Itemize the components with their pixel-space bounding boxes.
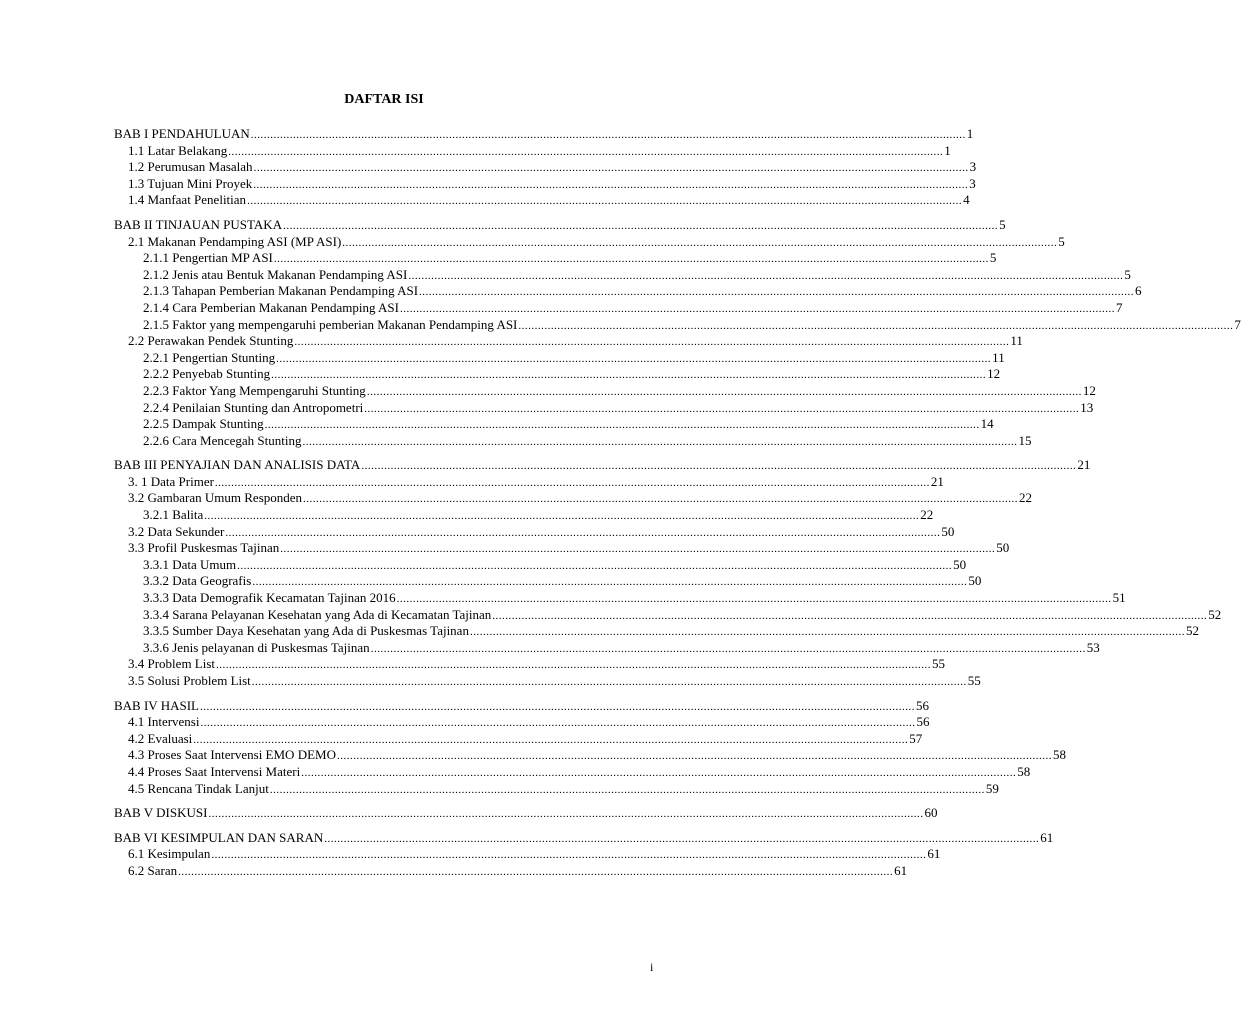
toc-leader-dots: ............................................................................................................................................................................................................................ (276, 352, 992, 365)
toc-leader-dots: ............................................................................................................................................................................................................................ (200, 717, 916, 730)
toc-leader-dots: ............................................................................................................................................................................................................................ (228, 145, 944, 158)
toc-entry (114, 606, 1222, 624)
toc-entry-label: BAB III PENYAJIAN DAN ANALISIS DATA (114, 457, 361, 473)
toc-entry-label: 2.2.1 Pengertian Stunting (143, 349, 276, 365)
toc-leader-dots: ............................................................................................................................................................................................................................ (211, 849, 927, 862)
toc-leader-dots: ............................................................................................................................................................................................................................ (294, 336, 1010, 349)
toc-entry-label: 3.4 Problem List (128, 656, 216, 672)
toc-leader-dots: ............................................................................................................................................................................................................................ (469, 626, 1185, 639)
toc-leader-dots: ............................................................................................................................................................................................................................ (271, 369, 987, 382)
toc-entry-page: 58 (1052, 747, 1066, 763)
toc-entry-label: 6.1 Kesimpulan (128, 846, 211, 862)
toc-entry-label: 2.2.4 Penilaian Stunting dan Antropometri (143, 399, 364, 415)
toc-entry (114, 175, 976, 193)
toc-entry-page: 53 (1086, 639, 1100, 655)
toc-leader-dots: ............................................................................................................................................................................................................................ (361, 460, 1077, 473)
toc-leader-dots: ............................................................................................................................................................................................................................ (178, 865, 894, 878)
toc-leader-dots: ............................................................................................................................................................................................................................ (193, 733, 909, 746)
toc-entry-page: 5 (1058, 233, 1065, 249)
toc-entry (114, 490, 1033, 507)
toc-entry-page: 12 (987, 366, 1001, 382)
toc-entry (114, 673, 981, 690)
toc-entry-label: 2.2.3 Faktor Yang Mempengaruhi Stunting (143, 382, 366, 398)
toc-entry-label: 2.1.5 Faktor yang mempengaruhi pemberian Makanan Pendamping ASI (143, 316, 518, 332)
toc-entry-label: 2.1.2 Jenis atau Bentuk Makanan Pendamping ASI (143, 266, 408, 282)
toc-leader-dots: ............................................................................................................................................................................................................................ (301, 766, 1017, 779)
toc-entry (114, 382, 1096, 400)
toc-entry-page: 56 (916, 697, 929, 713)
toc-leader-dots: ............................................................................................................................................................................................................................ (364, 402, 1080, 415)
toc-entry (114, 399, 1094, 417)
toc-entry (114, 573, 982, 590)
toc-entry (114, 780, 999, 798)
toc-entry-page: 7 (1234, 316, 1241, 332)
toc-entry-page: 5 (1124, 266, 1131, 282)
toc-entry-label: 2.1 Makanan Pendamping ASI (MP ASI) (128, 233, 342, 249)
toc-entry (114, 623, 1199, 640)
toc-entry-page: 55 (967, 673, 981, 688)
toc-entry-label: 4.1 Intervensi (128, 714, 200, 730)
toc-entry-page: 1 (966, 126, 974, 141)
toc-leader-dots: ............................................................................................................................................................................................................................ (303, 493, 1019, 506)
toc-chapter-entry (114, 805, 938, 822)
toc-chapter-entry (114, 457, 1091, 474)
toc-leader-dots: ............................................................................................................................................................................................................................ (247, 195, 963, 208)
toc-entry-label: 2.2.5 Dampak Stunting (143, 416, 264, 432)
toc-entry (114, 349, 1005, 367)
toc-entry-page: 52 (1208, 606, 1222, 622)
table-of-contents (114, 126, 1241, 880)
toc-entry-label: BAB II TINJAUAN PUSTAKA (114, 216, 283, 232)
toc-leader-dots: ............................................................................................................................................................................................................................ (251, 676, 967, 688)
toc-entry-label: 1.1 Latar Belakang (128, 142, 228, 158)
toc-entry (114, 250, 997, 267)
toc-entry-label: 3.5 Solusi Problem List (128, 673, 251, 688)
toc-entry-label: 3.2.1 Balita (143, 507, 204, 523)
toc-entry-label: BAB IV HASIL (114, 697, 199, 713)
toc-chapter-entry (114, 126, 974, 143)
toc-entry (114, 416, 994, 433)
toc-entry-label: BAB I PENDAHULUAN (114, 126, 250, 141)
toc-entry-page: 61 (1040, 829, 1054, 845)
toc-entry (114, 266, 1131, 284)
toc-entry-page: 4 (963, 192, 970, 208)
toc-entry-page: 50 (968, 573, 982, 589)
toc-leader-dots: ............................................................................................................................................................................................................................ (283, 219, 999, 232)
toc-entry-page: 61 (894, 862, 908, 878)
toc-entry-label: 4.4 Proses Saat Intervensi Materi (128, 763, 301, 779)
toc-entry-page: 22 (1019, 490, 1033, 506)
toc-leader-dots: ............................................................................................................................................................................................................................ (336, 750, 1052, 763)
toc-entry-page: 11 (1010, 333, 1023, 349)
toc-entry-label: 4.3 Proses Saat Intervensi EMO DEMO (128, 747, 336, 763)
toc-entry-page: 6 (1135, 283, 1142, 299)
toc-entry-label: 4.5 Rencana Tindak Lanjut (128, 780, 269, 796)
toc-leader-dots: ............................................................................................................................................................................................................................ (250, 129, 966, 141)
toc-entry (114, 159, 977, 176)
toc-entry-label: 3.3.4 Sarana Pelayanan Kesehatan yang Ada di Kecamatan Tajinan (143, 606, 492, 622)
toc-leader-dots: ............................................................................................................................................................................................................................ (370, 642, 1086, 655)
toc-entry-label: 1.4 Manfaat Penelitian (128, 192, 247, 208)
toc-leader-dots: ............................................................................................................................................................................................................................ (302, 435, 1018, 448)
toc-entry-page: 59 (985, 780, 999, 796)
toc-entry (114, 656, 946, 673)
toc-entry-label: 3.3.3 Data Demografik Kecamatan Tajinan 2016 (143, 590, 396, 606)
toc-entry (114, 316, 1241, 334)
toc-entry-label: BAB V DISKUSI (114, 805, 208, 821)
toc-entry-label: 1.3 Tujuan Mini Proyek (128, 175, 253, 191)
toc-entry (114, 283, 1142, 300)
toc-entry-page: 13 (1080, 399, 1094, 415)
toc-leader-dots: ............................................................................................................................................................................................................................ (492, 609, 1208, 622)
toc-entry-page: 3 (969, 159, 977, 175)
toc-entry (114, 540, 1010, 557)
toc-entry-page: 58 (1017, 763, 1031, 779)
toc-entry-label: 6.2 Saran (128, 862, 178, 878)
toc-entry (114, 590, 1126, 607)
toc-entry-page: 11 (992, 349, 1005, 365)
toc-entry-page: 5 (989, 250, 997, 266)
toc-entry-page: 21 (930, 473, 944, 489)
toc-entry (114, 730, 923, 748)
toc-entry-page: 7 (1115, 299, 1123, 315)
toc-leader-dots: ............................................................................................................................................................................................................................ (419, 286, 1135, 299)
toc-entry-label: 3.2 Data Sekunder (128, 523, 225, 539)
toc-leader-dots: ............................................................................................................................................................................................................................ (273, 253, 989, 266)
toc-entry-label: 3.3 Profil Puskesmas Tajinan (128, 540, 280, 556)
toc-chapter-entry (114, 697, 929, 715)
toc-entry-page: 55 (932, 656, 946, 672)
toc-entry (114, 142, 951, 160)
toc-entry-page: 12 (1082, 382, 1096, 398)
toc-leader-dots: ............................................................................................................................................................................................................................ (204, 510, 920, 523)
toc-entry-label: 3. 1 Data Primer (128, 473, 214, 489)
toc-entry (114, 747, 1066, 764)
toc-chapter-entry (114, 216, 1006, 234)
toc-entry-label: 2.1.3 Tahapan Pemberian Makanan Pendamping ASI (143, 283, 419, 299)
toc-entry-page: 60 (924, 805, 938, 821)
toc-leader-dots: ............................................................................................................................................................................................................................ (253, 162, 969, 175)
toc-entry-label: 1.2 Perumusan Masalah (128, 159, 253, 175)
toc-entry (114, 507, 934, 524)
toc-entry-label: 2.2 Perawakan Pendek Stunting (128, 333, 294, 349)
toc-entry (114, 473, 944, 491)
toc-entry (114, 763, 1031, 781)
toc-leader-dots: ............................................................................................................................................................................................................................ (264, 419, 980, 432)
toc-entry-label: 3.2 Gambaran Umum Responden (128, 490, 303, 506)
toc-leader-dots: ............................................................................................................................................................................................................................ (216, 659, 932, 672)
toc-entry-page: 21 (1077, 457, 1091, 473)
toc-entry (114, 192, 970, 209)
toc-entry-page: 57 (909, 730, 923, 746)
toc-entry (114, 846, 941, 863)
toc-entry (114, 333, 1023, 350)
toc-entry-page: 50 (953, 556, 967, 572)
toc-chapter-entry (114, 829, 1054, 847)
toc-entry-page: 50 (996, 540, 1010, 556)
toc-entry-page: 51 (1112, 590, 1126, 606)
toc-entry-page: 1 (944, 142, 951, 158)
toc-entry (114, 862, 908, 880)
toc-entry-label: 2.1.1 Pengertian MP ASI (143, 250, 273, 266)
toc-entry-label: BAB VI KESIMPULAN DAN SARAN (114, 829, 324, 845)
toc-entry (114, 523, 955, 541)
toc-entry (114, 299, 1123, 317)
toc-entry-page: 52 (1185, 623, 1199, 639)
toc-leader-dots: ............................................................................................................................................................................................................................ (366, 385, 1082, 398)
toc-leader-dots: ............................................................................................................................................................................................................................ (208, 808, 924, 821)
toc-entry-page: 61 (927, 846, 941, 862)
toc-entry (114, 366, 1001, 383)
toc-entry-page: 5 (999, 216, 1006, 232)
toc-entry-label: 3.3.6 Jenis pelayanan di Puskesmas Tajinan (143, 639, 370, 655)
toc-leader-dots: ............................................................................................................................................................................................................................ (518, 319, 1234, 332)
toc-entry-page: 22 (920, 507, 934, 523)
toc-leader-dots: ............................................................................................................................................................................................................................ (200, 700, 915, 713)
toc-leader-dots: ............................................................................................................................................................................................................................ (214, 476, 930, 489)
toc-entry-label: 2.1.4 Cara Pemberian Makanan Pendamping ASI (143, 299, 399, 315)
toc-leader-dots: ............................................................................................................................................................................................................................ (396, 593, 1112, 606)
toc-leader-dots: ............................................................................................................................................................................................................................ (237, 559, 953, 572)
toc-leader-dots: ............................................................................................................................................................................................................................ (269, 783, 985, 796)
page-number: i (650, 960, 654, 974)
toc-entry-page: 3 (969, 175, 976, 191)
toc-entry (114, 233, 1065, 251)
toc-entry (114, 639, 1100, 657)
toc-entry-label: 2.2.6 Cara Mencegah Stunting (143, 432, 302, 448)
page-title: DAFTAR ISI (344, 92, 424, 107)
toc-leader-dots: ............................................................................................................................................................................................................................ (253, 178, 969, 191)
toc-leader-dots: ............................................................................................................................................................................................................................ (324, 832, 1040, 845)
toc-entry-page: 15 (1018, 432, 1032, 448)
toc-leader-dots: ............................................................................................................................................................................................................................ (399, 302, 1115, 315)
toc-leader-dots: ............................................................................................................................................................................................................................ (280, 543, 996, 556)
toc-entry (114, 714, 930, 731)
toc-entry-label: 3.3.2 Data Geografis (143, 573, 252, 589)
toc-leader-dots: ............................................................................................................................................................................................................................ (342, 236, 1058, 249)
toc-entry-label: 4.2 Evaluasi (128, 730, 193, 746)
toc-entry-label: 2.2.2 Penyebab Stunting (143, 366, 271, 382)
toc-leader-dots: ............................................................................................................................................................................................................................ (225, 526, 941, 539)
toc-leader-dots: ............................................................................................................................................................................................................................ (408, 269, 1124, 282)
toc-entry-page: 14 (980, 416, 994, 432)
toc-entry-label: 3.3.5 Sumber Daya Kesehatan yang Ada di Puskesmas Tajinan (143, 623, 469, 639)
toc-entry-page: 56 (916, 714, 930, 730)
toc-entry (114, 432, 1032, 450)
toc-entry-label: 3.3.1 Data Umum (143, 556, 237, 572)
toc-leader-dots: ............................................................................................................................................................................................................................ (252, 576, 968, 589)
toc-entry-page: 50 (941, 523, 955, 539)
toc-entry (114, 556, 967, 574)
